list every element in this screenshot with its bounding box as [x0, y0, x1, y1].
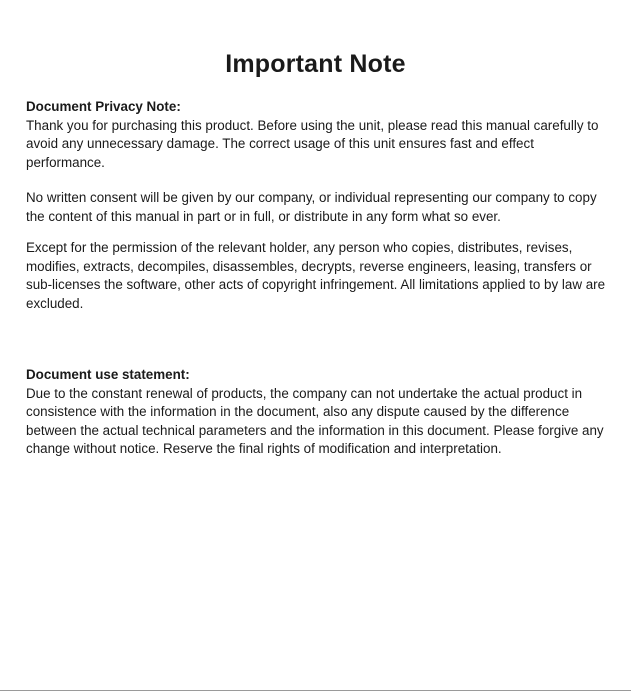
- bottom-divider: [0, 690, 631, 691]
- privacy-paragraph-2-block: [26, 189, 612, 226]
- use-statement-paragraph: Due to the constant renewal of products, the company can not undertake the actual product in consistence with the information in the document, also any dispute caused by the difference between the actual technical parameters and the information in this document. Please forgive any change without notice. Reserve the final rights of modification and interpretation.: [26, 385, 604, 457]
- privacy-paragraph-3-block: [26, 239, 612, 313]
- privacy-note-heading: Document Privacy Note:: [26, 99, 181, 114]
- privacy-note-section: [26, 98, 612, 172]
- use-statement-section: [26, 366, 612, 459]
- use-statement-heading: Document use statement:: [26, 367, 190, 382]
- privacy-paragraph-3: Except for the permission of the relevant holder, any person who copies, distributes, revises, modifies, extracts, decompiles, disassembles, decrypts, reverse engineers, leasing, transfers or sub-licenses the software, other acts of copyright infringement. All limitations applied to by law are excluded.: [26, 240, 606, 311]
- page-title: Important Note: [225, 50, 406, 78]
- privacy-paragraph-1: Thank you for purchasing this product. Before using the unit, please read this manual carefully to avoid any unnecessary damage. The correct usage of this unit ensures fast and effect performance.: [26, 117, 599, 170]
- privacy-paragraph-2: No written consent will be given by our company, or individual representing our company to copy the content of this manual in part or in full, or distribute in any form what so ever.: [26, 190, 597, 224]
